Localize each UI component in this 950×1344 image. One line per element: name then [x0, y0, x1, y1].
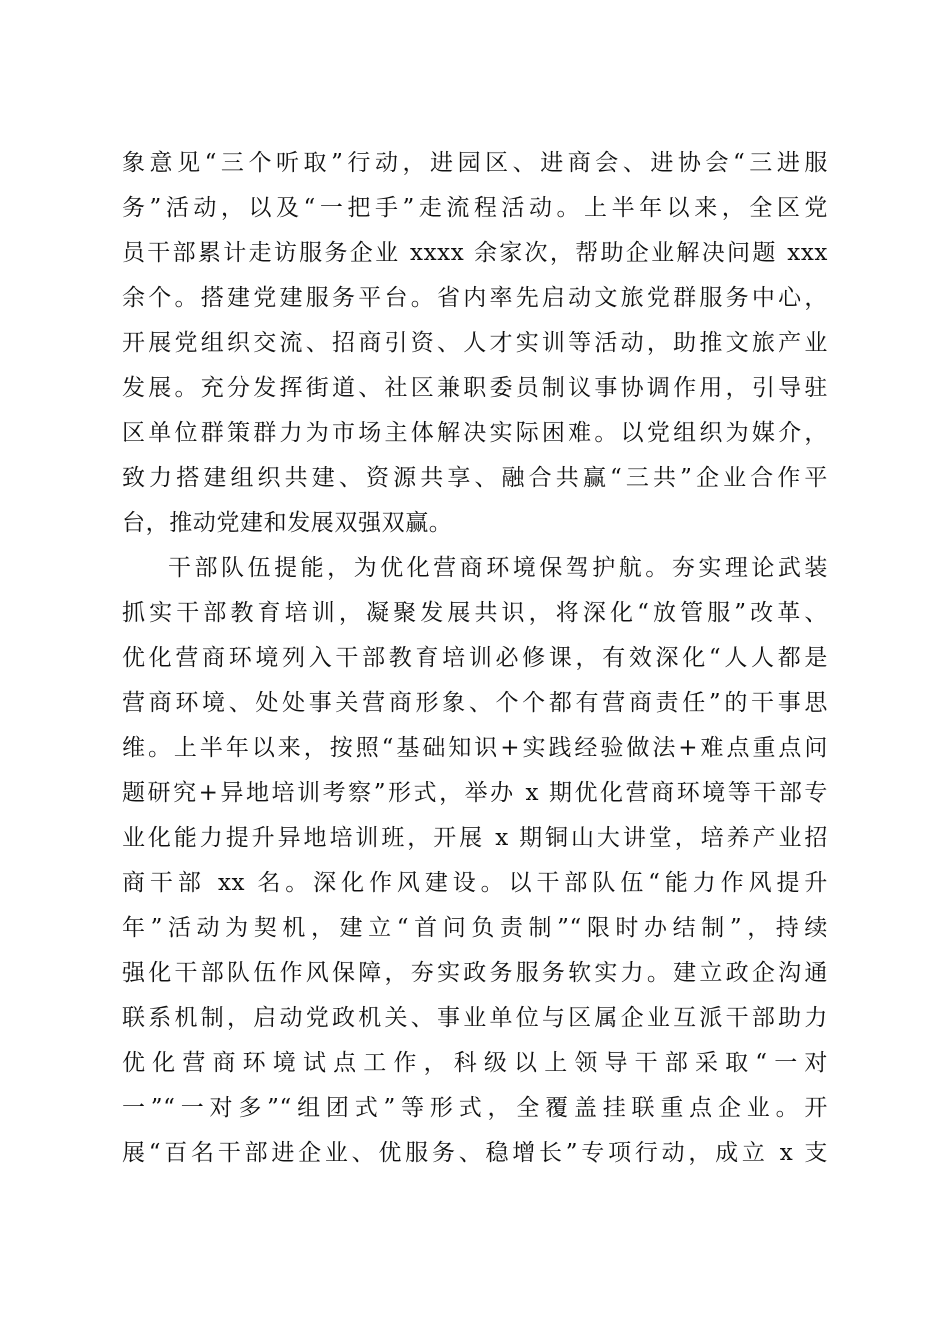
paragraph-line: 业化能力提升异地培训班，开展 x 期铜山大讲堂，培养产业招 — [122, 825, 828, 851]
paragraph-line: 区单位群策群力为市场主体解决实际困难。以党组织为媒介， — [122, 420, 828, 446]
paragraph-line: 展“百名干部进企业、优服务、稳增长”专项行动，成立 x 支 — [122, 1140, 828, 1166]
paragraph-party-service — [122, 141, 828, 546]
paragraph-line: 题研究+异地培训考察”形式，举办 x 期优化营商环境等干部专 — [122, 780, 828, 806]
paragraph-line: 优化营商环境列入干部教育培训必修课，有效深化“人人都是 — [122, 645, 828, 671]
paragraph-line: 抓实干部教育培训，凝聚发展共识，将深化“放管服”改革、 — [122, 600, 828, 626]
paragraph-line: 员干部累计走访服务企业 xxxx 余家次，帮助企业解决问题 xxx — [122, 240, 828, 266]
paragraph-line: 优化营商环境试点工作，科级以上领导干部采取“一对 — [122, 1050, 828, 1076]
paragraph-line: 务”活动，以及“一把手”走流程活动。上半年以来，全区党 — [122, 195, 828, 221]
paragraph-line: 台，推动党建和发展双强双赢。 — [122, 510, 453, 536]
paragraph-line: 余个。搭建党建服务平台。省内率先启动文旅党群服务中心， — [122, 285, 828, 311]
paragraph-line: 象意见“三个听取”行动，进园区、进商会、进协会“三进服 — [122, 150, 828, 176]
paragraph-line: 营商环境、处处事关营商形象、个个都有营商责任”的干事思 — [122, 690, 828, 716]
paragraph-line: 开展党组织交流、招商引资、人才实训等活动，助推文旅产业 — [122, 330, 828, 356]
paragraph-line: 干部队伍提能，为优化营商环境保驾护航。夯实理论武装 — [168, 555, 828, 581]
paragraph-line: 强化干部队伍作风保障，夯实政务服务软实力。建立政企沟通 — [122, 960, 828, 986]
paragraph-line: 联系机制，启动党政机关、事业单位与区属企业互派干部助力 — [122, 1005, 828, 1031]
paragraph-cadre-team — [122, 546, 828, 1176]
paragraph-line: 一”“一对多”“组团式”等形式，全覆盖挂联重点企业。开 — [122, 1095, 828, 1121]
paragraph-line: 致力搭建组织共建、资源共享、融合共赢“三共”企业合作平 — [122, 465, 828, 491]
paragraph-line: 发展。充分发挥街道、社区兼职委员制议事协调作用，引导驻 — [122, 375, 828, 401]
paragraph-line: 维。上半年以来，按照“基础知识+实践经验做法+难点重点问 — [122, 735, 828, 761]
paragraph-line: 商干部 xx 名。深化作风建设。以干部队伍“能力作风提升 — [122, 870, 828, 896]
paragraph-line: 年”活动为契机，建立“首问负责制”“限时办结制”，持续 — [122, 915, 828, 941]
